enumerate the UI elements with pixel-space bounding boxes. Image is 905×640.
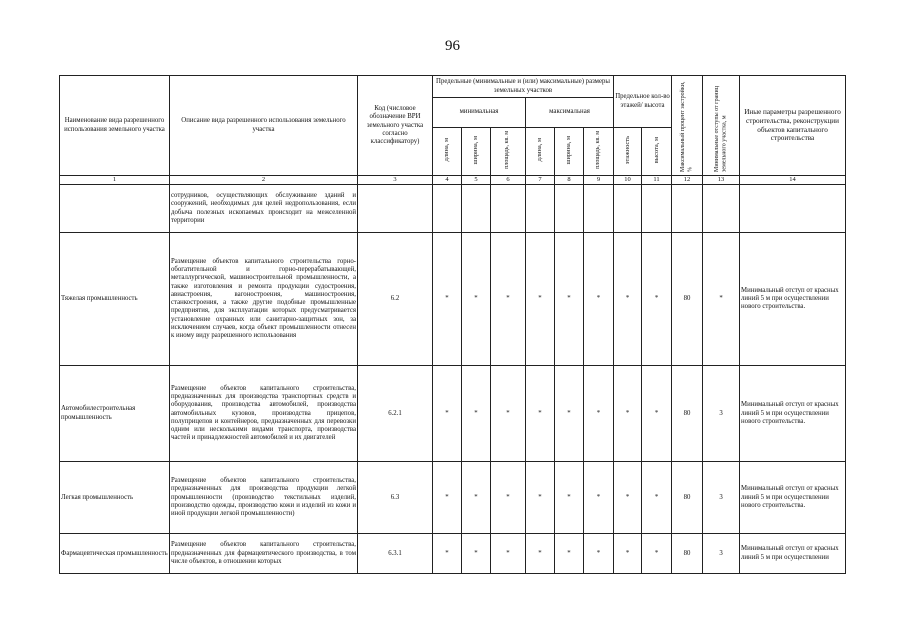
min-area-value — [491, 185, 526, 233]
column-numbers-row — [60, 176, 846, 185]
header-minimum: минимальная — [433, 98, 526, 128]
max-area-value: * — [584, 462, 614, 534]
use-name: Тяжелая промышленность — [60, 233, 170, 366]
min-setback-value: 3 — [703, 534, 740, 574]
max-area-value: * — [584, 366, 614, 462]
max-built-percent-value: 80 — [672, 366, 703, 462]
floor-count-value: * — [614, 233, 642, 366]
min-length-value: * — [433, 366, 462, 462]
min-setback-value: 3 — [703, 462, 740, 534]
header-use-code: Код (числовое обозначение ВРИ земельного участка согласно классификатору) — [358, 76, 433, 176]
min-width-value: * — [462, 366, 491, 462]
header-max-area: площадь, кв. м — [584, 128, 614, 176]
floor-count-value: * — [614, 366, 642, 462]
use-code: 6.3.1 — [358, 534, 433, 574]
use-code: 6.2.1 — [358, 366, 433, 462]
other-params: Минимальный отступ от красных линий 5 м при осуществлении нового строительства. — [740, 233, 846, 366]
header-min-width: ширина, м — [462, 128, 491, 176]
use-description: Размещение объектов капитального строительства, предназначенных для производства транспортных средств и оборудования, производства автомобилей, производства автомобильных кузовов, производства прицепов, полуприцепов и контейнеров, предназначенных для перевозки одним или несколькими видами транспорта, производства частей и принадлежностей автомобилей и их двигателей — [170, 366, 358, 462]
column-number: 7 — [526, 176, 555, 185]
header-min-area: площадь, кв. м — [491, 128, 526, 176]
header-height: высота, м — [642, 128, 672, 176]
page-number: 96 — [445, 38, 460, 54]
other-params: Минимальный отступ от красных линий 5 м при осуществлении нового строительства. — [740, 462, 846, 534]
height-value: * — [642, 534, 672, 574]
height-value — [642, 185, 672, 233]
column-number: 10 — [614, 176, 642, 185]
column-number: 5 — [462, 176, 491, 185]
max-area-value: * — [584, 534, 614, 574]
use-description: Размещение объектов капитального строительства, предназначенных для производства продукции легкой промышленности (производство текстильных изделий, производство одежды, производство кожи и изделий из кожи и иной продукции легкой промышленности) — [170, 462, 358, 534]
header-plot-sizes: Предельные (минимальные и (или) максимальные) размеры земельных участков — [433, 76, 614, 98]
max-width-value: * — [555, 366, 584, 462]
max-length-value: * — [526, 534, 555, 574]
max-length-value: * — [526, 366, 555, 462]
header-floor-count: этажность — [614, 128, 642, 176]
use-name: Фармацевтическая промышленность — [60, 534, 170, 574]
header-other-params: Иные параметры разрешенного строительства, реконструкции объектов капитального строительства — [740, 76, 846, 176]
min-width-value: * — [462, 233, 491, 366]
max-length-value — [526, 185, 555, 233]
header-min-setback: Минимальные отступы от границ земельного участка, м — [703, 76, 740, 176]
floor-count-value: * — [614, 534, 642, 574]
header-maximum: максимальная — [526, 98, 614, 128]
min-area-value: * — [491, 534, 526, 574]
table-row — [60, 185, 846, 233]
column-number: 9 — [584, 176, 614, 185]
header-max-width: ширина, м — [555, 128, 584, 176]
other-params: Минимальный отступ от красных линий 5 м при осуществлении — [740, 534, 846, 574]
use-code — [358, 185, 433, 233]
height-value: * — [642, 233, 672, 366]
min-length-value — [433, 185, 462, 233]
column-number: 11 — [642, 176, 672, 185]
use-name: Автомобилестроительная промышленность — [60, 366, 170, 462]
column-number: 4 — [433, 176, 462, 185]
header-min-length: длина, м — [433, 128, 462, 176]
header-max-length: длина, м — [526, 128, 555, 176]
header-use-description: Описание вида разрешенного использования земельного участка — [170, 76, 358, 176]
use-code: 6.2 — [358, 233, 433, 366]
use-code: 6.3 — [358, 462, 433, 534]
use-name: Легкая промышленность — [60, 462, 170, 534]
column-number: 14 — [740, 176, 846, 185]
height-value: * — [642, 366, 672, 462]
header-floors-height: Предельное кол-во этажей/ высота — [614, 76, 672, 128]
column-number: 1 — [60, 176, 170, 185]
max-area-value: * — [584, 233, 614, 366]
max-area-value — [584, 185, 614, 233]
table-row — [60, 534, 846, 574]
min-length-value: * — [433, 233, 462, 366]
column-number: 8 — [555, 176, 584, 185]
header-use-name: Наименование вида разрешенного использования земельного участка — [60, 76, 170, 176]
min-setback-value: * — [703, 233, 740, 366]
min-setback-value — [703, 185, 740, 233]
max-width-value — [555, 185, 584, 233]
table-row — [60, 462, 846, 534]
land-use-table — [59, 75, 846, 574]
max-built-percent-value: 80 — [672, 462, 703, 534]
floor-count-value: * — [614, 462, 642, 534]
min-area-value: * — [491, 366, 526, 462]
min-area-value: * — [491, 233, 526, 366]
min-length-value: * — [433, 462, 462, 534]
max-built-percent-value: 80 — [672, 534, 703, 574]
min-width-value: * — [462, 462, 491, 534]
column-number: 13 — [703, 176, 740, 185]
use-name — [60, 185, 170, 233]
other-params — [740, 185, 846, 233]
table-row — [60, 366, 846, 462]
column-number: 2 — [170, 176, 358, 185]
floor-count-value — [614, 185, 642, 233]
other-params: Минимальный отступ от красных линий 5 м при осуществлении нового строительства. — [740, 366, 846, 462]
max-width-value: * — [555, 462, 584, 534]
min-width-value — [462, 185, 491, 233]
max-length-value: * — [526, 462, 555, 534]
use-description: Размещение объектов капитального строительства горно-обогатительной и горно-перерабатывающей, металлургической, машиностроительной промышленности, а также изготовления и ремонта продукции судостроения, авиастроения, вагоностроения, машиностроения, станкостроения, а также другие подобные промышленные предприятия, для эксплуатации которых предусматривается установление охранных или санитарно-защитных зон, за исключением случаев, когда объект промышленности отнесен к иному виду разрешенного использования — [170, 233, 358, 366]
header-max-built-percent: Максимальный процент застройки, % — [672, 76, 703, 176]
use-description: сотрудников, осуществляющих обслуживание зданий и сооружений, необходимых для целей недропользования, если добыча полезных ископаемых происходит на межселенной территории — [170, 185, 358, 233]
use-description: Размещение объектов капитального строительства, предназначенных для фармацевтического производства, в том числе объектов, в отношении которых — [170, 534, 358, 574]
max-width-value: * — [555, 534, 584, 574]
column-number: 12 — [672, 176, 703, 185]
column-number: 6 — [491, 176, 526, 185]
min-area-value: * — [491, 462, 526, 534]
min-setback-value: 3 — [703, 366, 740, 462]
max-width-value: * — [555, 233, 584, 366]
min-length-value: * — [433, 534, 462, 574]
max-built-percent-value — [672, 185, 703, 233]
max-built-percent-value: 80 — [672, 233, 703, 366]
height-value: * — [642, 462, 672, 534]
max-length-value: * — [526, 233, 555, 366]
min-width-value: * — [462, 534, 491, 574]
column-number: 3 — [358, 176, 433, 185]
table-row — [60, 233, 846, 366]
